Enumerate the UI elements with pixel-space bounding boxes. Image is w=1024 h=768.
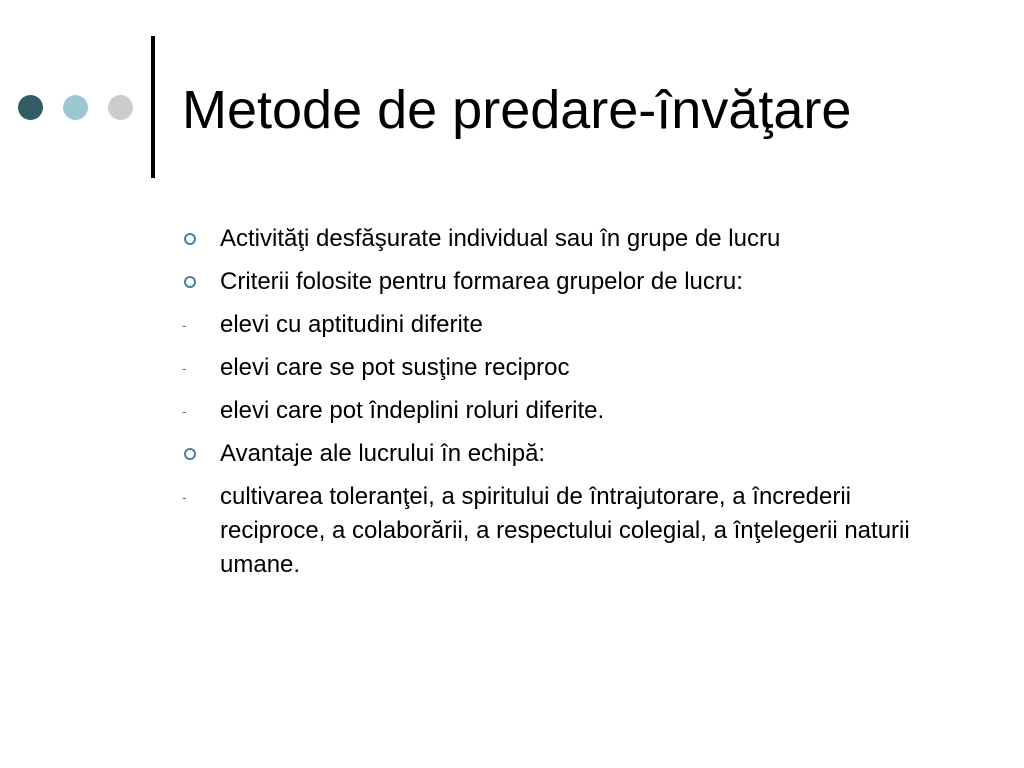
dot-dark-teal-icon [18, 95, 43, 120]
list-item-text: cultivarea toleranţei, a spiritului de întrajutorare, a încrederii reciproce, a colaborării, a respectului colegial, a înţelegerii naturii umane. [220, 483, 910, 578]
circle-bullet-icon [184, 448, 196, 460]
list-item [182, 351, 942, 385]
title-divider [151, 36, 155, 178]
circle-bullet-icon [184, 233, 196, 245]
dash-bullet-icon: - [182, 317, 187, 333]
circle-bullet-icon [184, 276, 196, 288]
list-item [182, 480, 942, 582]
dash-bullet-icon: - [182, 360, 187, 376]
list-item-text: elevi care pot îndeplini roluri diferite. [220, 397, 605, 424]
list-item [182, 394, 942, 428]
slide-title: Metode de predare-învăţare [182, 80, 852, 140]
dot-light-teal-icon [63, 95, 88, 120]
list-item [182, 265, 942, 299]
list-item-text: Activităţi desfăşurate individual sau în grupe de lucru [220, 225, 781, 252]
bullet-list [182, 222, 942, 591]
list-item [182, 437, 942, 471]
list-item-text: elevi care se pot susţine reciproc [220, 354, 570, 381]
dash-bullet-icon: - [182, 403, 187, 419]
list-item-text: elevi cu aptitudini diferite [220, 311, 483, 338]
list-item-text: Avantaje ale lucrului în echipă: [220, 440, 546, 467]
decorative-dots [18, 94, 153, 120]
list-item [182, 308, 942, 342]
dot-light-gray-icon [108, 95, 133, 120]
list-item-text: Criterii folosite pentru formarea grupelor de lucru: [220, 268, 743, 295]
dash-bullet-icon: - [182, 489, 187, 505]
list-item [182, 222, 942, 256]
